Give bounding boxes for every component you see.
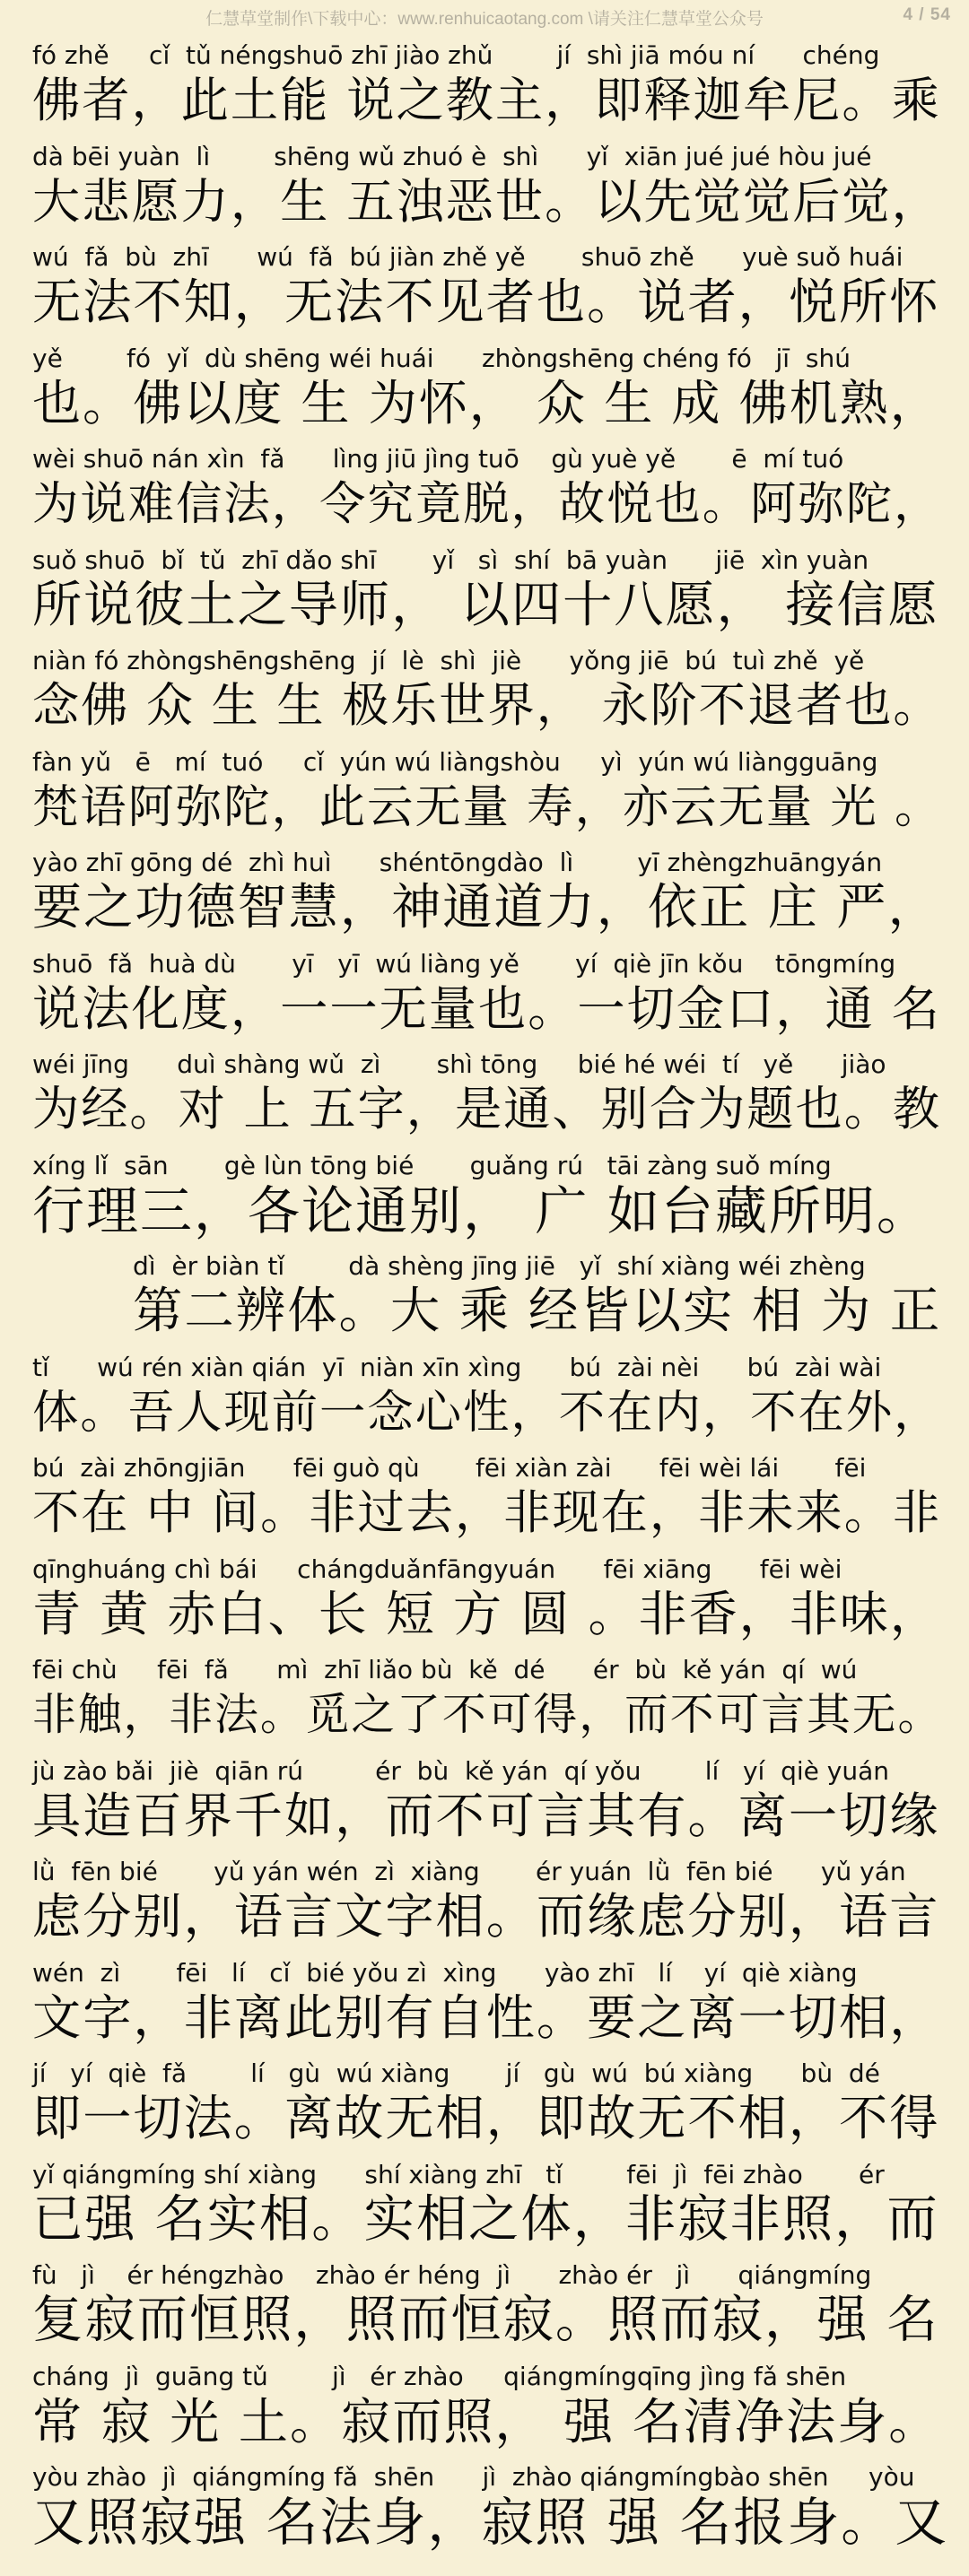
chinese-text: 文字，非离此别有自性。要之离一切相，	[32, 1989, 940, 2046]
text-line	[32, 2159, 956, 2260]
chinese-text: 具造百界千如，而不可言其有。离一切缘	[32, 1787, 940, 1844]
text-line	[32, 241, 956, 343]
chinese-text: 青 黄 赤白、长 短 方 圆 。非香，非味，	[32, 1585, 940, 1642]
text-line	[32, 2058, 956, 2159]
pinyin-annotation: fù jì ér héngzhào zhào ér héng jì zhào ér jì qiángmíng	[32, 2260, 872, 2290]
pinyin-annotation: yě fó yǐ dù shēng wéi huái zhòngshēng chéng fó jī shú	[32, 343, 851, 373]
chinese-text: 大悲愿力，生 五浊恶世。以先觉觉后觉，	[32, 173, 941, 230]
pinyin-annotation: wú fǎ bù zhī wú fǎ bú jiàn zhě yě shuō zhě yuè suǒ huái	[32, 242, 904, 272]
text-line	[32, 1049, 956, 1150]
pinyin-annotation: jù zào bǎi jiè qiān rú ér bù kě yán qí yǒu lí yí qiè yuán	[32, 1755, 890, 1786]
text-line	[32, 847, 956, 948]
text-line	[32, 443, 956, 544]
pinyin-annotation: dà bēi yuàn lì shēng wǔ zhuó è shì yǐ xiān jué jué hòu jué	[32, 141, 872, 171]
text-line	[32, 645, 956, 746]
pinyin-annotation: suǒ shuō bǐ tǔ zhī dǎo shī yǐ sì shí bā yuàn jiē xìn yuàn	[32, 544, 869, 575]
pinyin-annotation: shuō fǎ huà dù yī yī wú liàng yě yí qiè jīn kǒu tōngmíng	[32, 948, 896, 979]
header-title: 仁慧草堂制作\下载中心：www.renhuicaotang.com \请关注仁慧草堂公众号	[205, 10, 764, 29]
chinese-text: 虑分别，语言文字相。而缘虑分别，语言	[32, 1888, 940, 1945]
text-body	[32, 39, 956, 2563]
pinyin-annotation: wéi jīng duì shàng wǔ zì shì tōng bié hé wéi tí yě jiào	[32, 1049, 886, 1079]
text-line	[32, 1150, 956, 1251]
pinyin-annotation: wèi shuō nán xìn fǎ lìng jiū jìng tuō gù yuè yě ē mí tuó	[32, 444, 844, 474]
chinese-text: 也。佛以度 生 为怀， 众 生 成 佛机熟，	[32, 374, 940, 431]
text-line	[32, 1755, 956, 1857]
text-line	[32, 2259, 956, 2361]
chinese-text: 体。吾人现前一念心性，不在内，不在外，	[32, 1385, 942, 1440]
chinese-text: 无法不知，无法不见者也。说者，悦所怀	[32, 274, 940, 330]
pinyin-annotation: fàn yǔ ē mí tuó cǐ yún wú liàngshòu yì yún wú liàngguāng	[32, 746, 878, 777]
text-line	[32, 1250, 956, 1352]
chinese-text: 即一切法。离故无相，即故无不相，不得	[32, 2090, 940, 2146]
text-line	[32, 2361, 956, 2462]
text-line	[32, 544, 956, 646]
text-line	[32, 343, 956, 444]
pinyin-annotation: lǜ fēn bié yǔ yán wén zì xiàng ér yuán lǜ fēn bié yǔ yán	[32, 1857, 906, 1886]
chinese-text: 说法化度，一一无量也。一切金口，通 名	[32, 980, 941, 1037]
chinese-text: 为说难信法，令究竟脱，故悦也。阿弥陀，	[32, 477, 942, 531]
pinyin-annotation: qīnghuáng chì bái chángduǎnfāngyuán fēi xiāng fēi wèi	[32, 1553, 842, 1584]
chinese-text: 要之功德智慧，神通道力，依正 庄 严，	[32, 879, 939, 936]
text-line	[32, 1452, 956, 1553]
chinese-text: 念佛 众 生 生 极乐世界， 永阶不退者也。	[32, 679, 942, 733]
chinese-text: 佛者，此土能 说之教主，即释迦牟尼。乘	[32, 73, 941, 128]
chinese-text: 行理三，各论通别， 广 如台藏所明。	[32, 1179, 930, 1241]
text-line	[32, 1957, 956, 2058]
pinyin-annotation: fēi chù fēi fǎ mì zhī liǎo bù kě dé ér bù kě yán qí wú	[32, 1655, 858, 1684]
chinese-text: 不在 中 间。非过去，非现在，非未来。非	[32, 1486, 942, 1540]
pinyin-annotation: yǐ qiángmíng shí xiàng shí xiàng zhī tǐ fēi jì fēi zhào ér	[32, 2159, 885, 2189]
pinyin-annotation: wén zì fēi lí cǐ bié yǒu zì xìng yào zhī lí yí qiè xiàng	[32, 1957, 858, 1988]
text-line	[32, 1654, 956, 1755]
text-line	[32, 1352, 956, 1453]
text-line	[32, 1856, 956, 1957]
text-line	[32, 948, 956, 1049]
page-header	[0, 5, 969, 36]
text-line	[32, 1553, 956, 1655]
chinese-text: 为经。对 上 五字，是通、别合为题也。教	[32, 1083, 942, 1136]
chinese-text: 所说彼土之导师， 以四十八愿， 接信愿	[32, 576, 939, 634]
pinyin-annotation: jí yí qiè fǎ lí gù wú xiàng jí gù wú bú xiàng bù dé	[32, 2058, 880, 2088]
chinese-text: 又照寂强 名法身，寂照 强 名报身。又	[32, 2492, 949, 2553]
chinese-text: 已强 名实相。实相之体，非寂非照，而	[32, 2189, 939, 2249]
text-line	[32, 141, 956, 242]
chinese-text: 非触，非法。觅之了不可得，而不可言其无。	[32, 1689, 944, 1740]
pinyin-annotation: tǐ wú rén xiàn qián yī niàn xīn xìng bú zài nèi bú zài wài	[32, 1352, 882, 1382]
pinyin-annotation: xíng lǐ sān gè lùn tōng bié guǎng rú tāi zàng suǒ míng	[32, 1150, 832, 1180]
chinese-text: 第二辨体。大 乘 经皆以实 相 为 正	[133, 1283, 942, 1340]
chinese-text: 梵语阿弥陀，此云无量 寿，亦云无量 光 。	[32, 779, 943, 834]
text-line	[32, 39, 956, 141]
text-line	[32, 2461, 956, 2563]
pinyin-annotation: cháng jì guāng tǔ jì ér zhào qiángmíngqīng jìng fǎ shēn	[32, 2361, 847, 2391]
pinyin-annotation: yào zhī gōng dé zhì huì shéntōngdào lì yī zhèngzhuāngyán	[32, 848, 883, 877]
pinyin-annotation: fó zhě cǐ tǔ néngshuō zhī jiào zhǔ jí shì jiā móu ní chéng	[32, 40, 880, 70]
pinyin-annotation: yòu zhào jì qiángmíng fǎ shēn jì zhào qiángmíngbào shēn yòu	[32, 2462, 915, 2492]
pinyin-annotation: niàn fó zhòngshēngshēng jí lè shì jiè yǒng jiē bú tuì zhě yě	[32, 646, 865, 675]
chinese-text: 复寂而恒照，照而恒寂。照而寂，强 名	[32, 2291, 939, 2349]
pinyin-annotation: dì èr biàn tǐ dà shèng jīng jiē yǐ shí xiàng wéi zhèng	[133, 1251, 866, 1281]
chinese-text: 常 寂 光 土。寂而照， 强 名清净法身。	[32, 2392, 940, 2450]
pinyin-annotation: bú zài zhōngjiān fēi guò qù fēi xiàn zài fēi wèi lái fēi	[32, 1453, 867, 1483]
page-number: 4 / 54	[903, 5, 951, 24]
text-line	[32, 746, 956, 848]
